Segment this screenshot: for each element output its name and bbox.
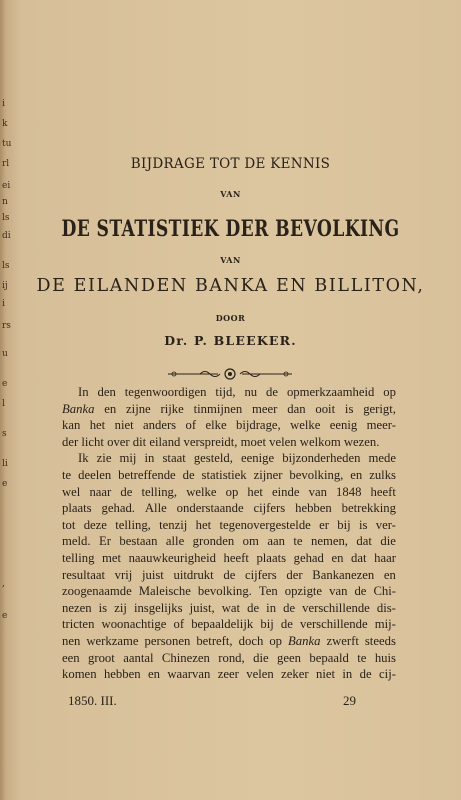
- text-line: tricten woonachtige of bepaaldelijk bij de verschillende mij-: [62, 617, 396, 632]
- author-name: Dr. P. BLEEKER.: [164, 333, 297, 348]
- text-line: een groot aantal Chinezen rond, die geen bepaald te huis: [62, 650, 396, 665]
- text-line: Ik zie mij in staat gesteld, eenige bijzonderheden mede: [78, 451, 396, 466]
- text-line: nen werkzame personen betreft, doch op Banka zwerft steeds: [62, 633, 396, 648]
- page-number: 29: [343, 693, 356, 708]
- title-line-3: DE EILANDEN BANKA EN BILLITON,: [36, 276, 425, 296]
- text-line: meld. Er bestaan alle gronden om aan te nemen, dat die: [62, 534, 396, 549]
- ornament-divider-icon: [160, 366, 300, 382]
- text-line: wel naar de telling, welke op het einde van 1848 heeft: [62, 484, 396, 499]
- text-line: tot deze telling, tenzij het tegenovergestelde er bij is ver-: [62, 517, 396, 532]
- text-line: komen hebben en waarvan zeer velen zeker niet in de cij-: [62, 667, 396, 682]
- connector-door: DOOR: [215, 313, 246, 323]
- adjacent-page-gutter: i k tu rl ei n ls di ls ij i rs u e l s li e , e: [2, 99, 12, 621]
- body-paragraphs: [62, 384, 396, 683]
- volume-label: 1850. III.: [68, 693, 117, 708]
- text-line: resultaat vrij juist uitdrukt de cijfers der Bankanezen en: [62, 567, 396, 582]
- text-line: te deelen betreffende de statistiek zijner bevolking, en zulks: [62, 467, 396, 482]
- text-line: der licht over dit eiland verspreidt, moet velen welkom wezen.: [62, 434, 380, 449]
- title-line-1: BIJDRAGE TOT DE KENNIS: [130, 156, 331, 172]
- text-line: telling met naauwkeurigheid heeft plaats gehad en dat haar: [62, 550, 396, 565]
- text-line: In den tegenwoordigen tijd, nu de opmerkzaamheid op: [78, 385, 396, 399]
- text-line: plaats gehad. Alle onderstaande cijfers hebben betrekking: [62, 501, 396, 516]
- title-line-2: DE STATISTIEK DER BEVOLKING: [61, 216, 400, 242]
- connector-van-2: VAN: [220, 255, 241, 265]
- connector-van-1: VAN: [220, 189, 241, 199]
- text-line: kan het niet anders of elke bijdrage, welke eenig meer-: [62, 418, 396, 433]
- text-line: Banka en zijne rijke tinmijnen meer dan ooit is gerigt,: [62, 401, 396, 416]
- text-line: nezen is zij insgelijks juist, wat de in de verschillende dis-: [62, 600, 396, 615]
- text-line: zoogenaamde Maleische bevolking. Ten opzigte van de Chi-: [62, 584, 396, 599]
